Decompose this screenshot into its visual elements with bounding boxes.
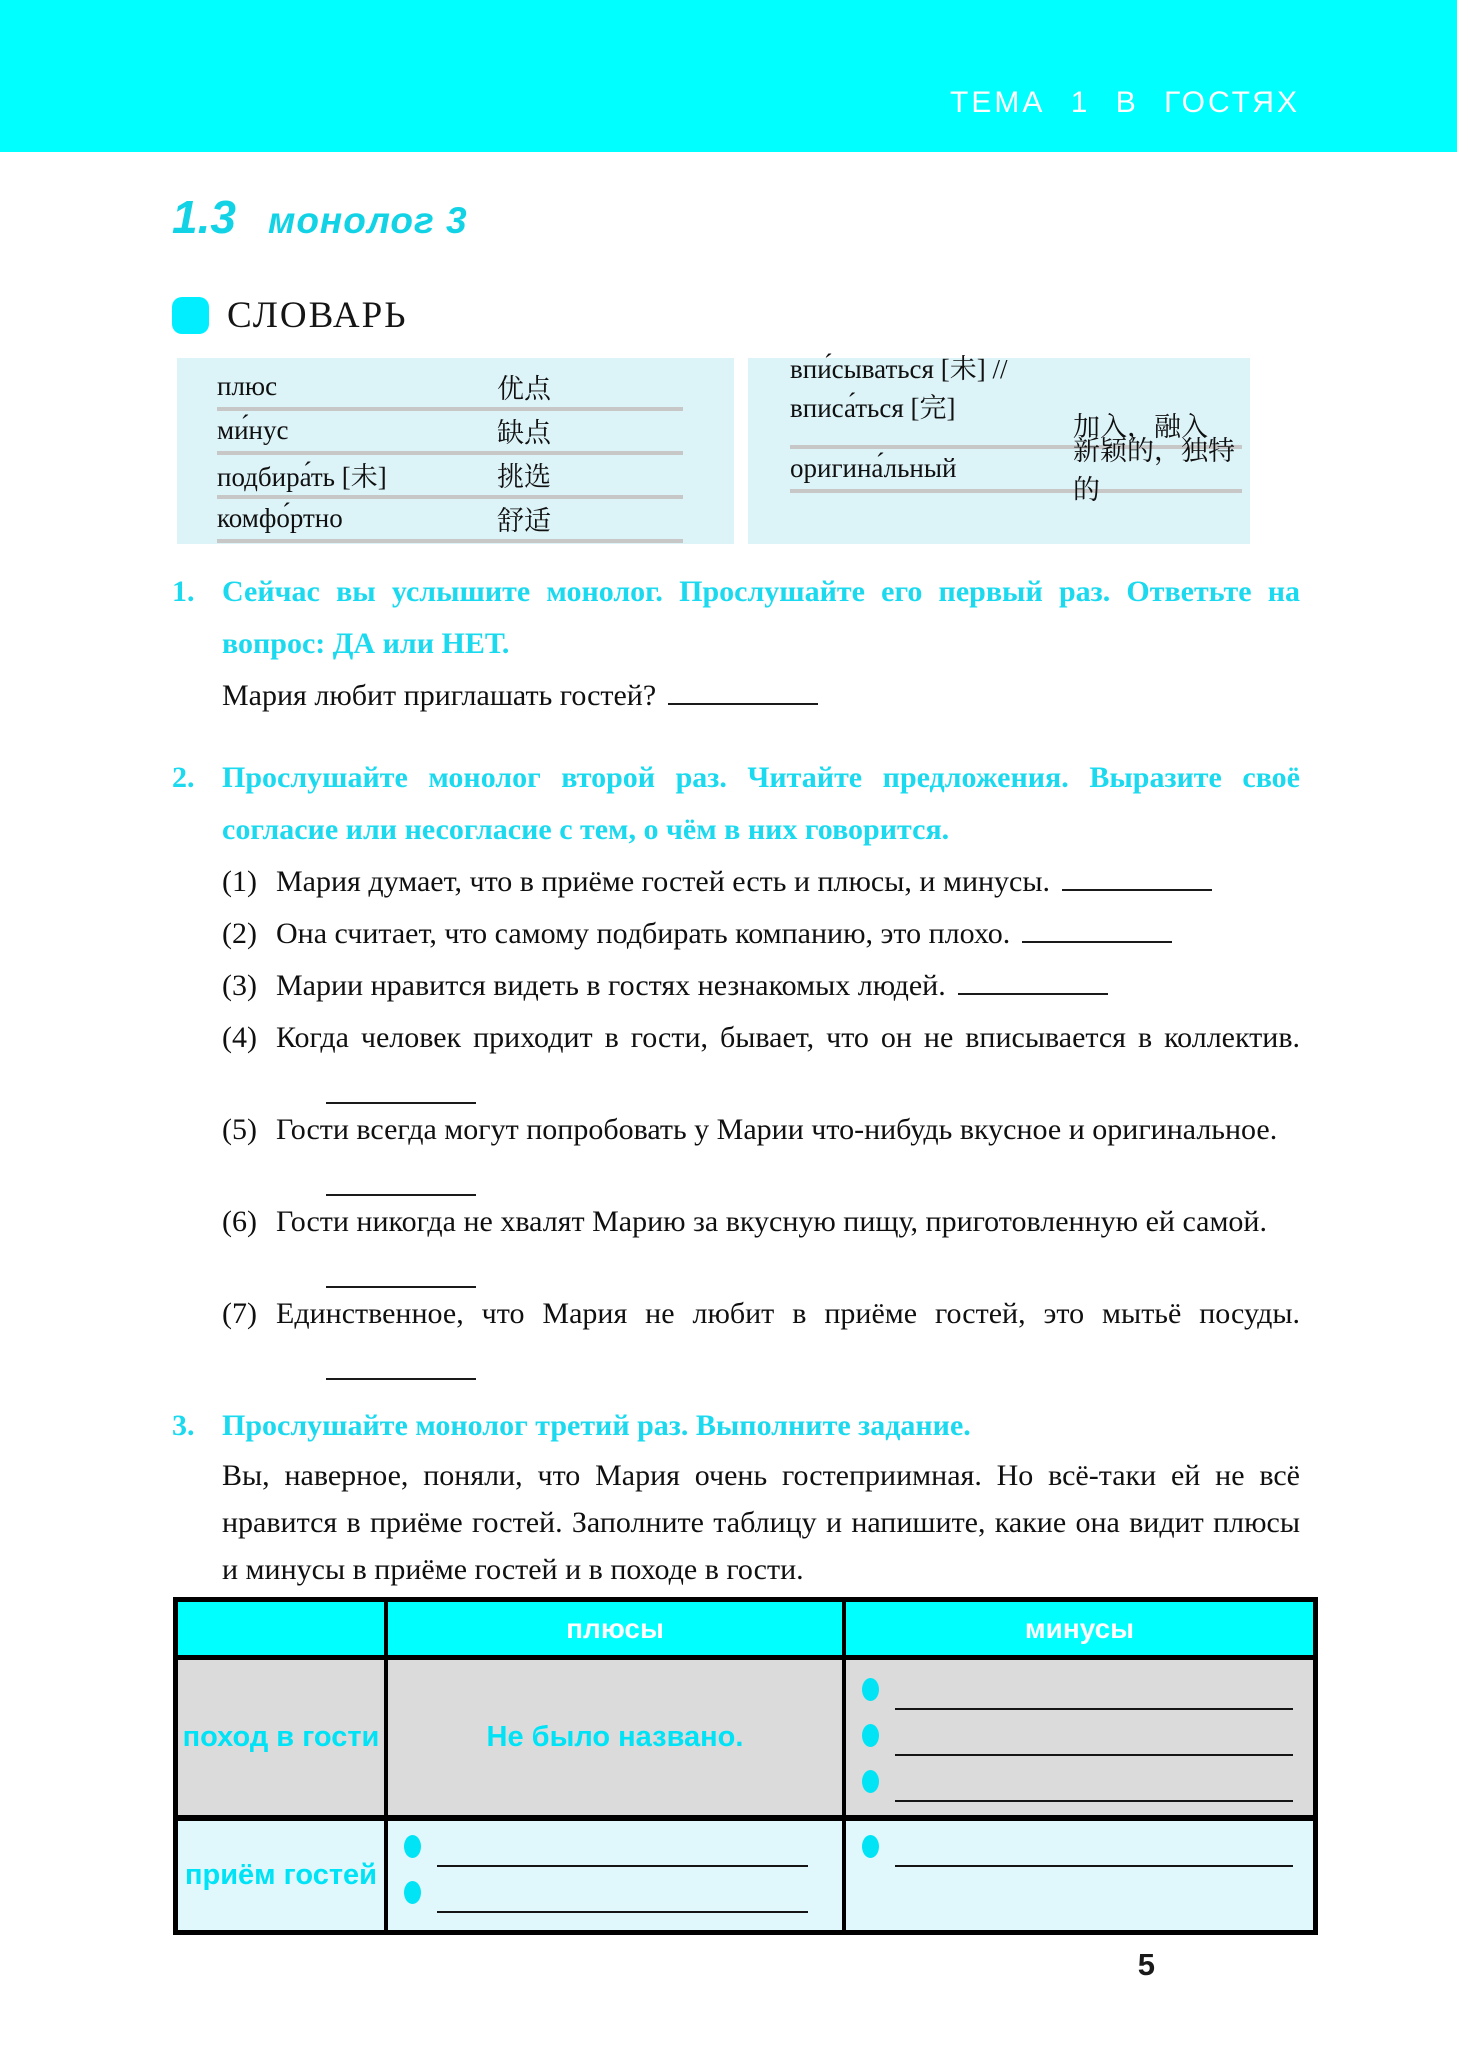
answer-blank[interactable] bbox=[1022, 915, 1172, 944]
answer-blank-row bbox=[326, 1064, 1300, 1104]
bullet-icon bbox=[862, 1724, 879, 1747]
item-number: (7) bbox=[222, 1297, 257, 1330]
vocabulary-marker-icon bbox=[172, 297, 209, 334]
item-number: (5) bbox=[222, 1113, 257, 1146]
vocab-translation: 优点 bbox=[497, 373, 551, 404]
exercise-2-items bbox=[222, 856, 1300, 1380]
vocab-row bbox=[790, 354, 1242, 423]
exercise-1 bbox=[172, 566, 1300, 722]
vocab-row bbox=[217, 411, 683, 449]
table-header-minus: минусы bbox=[842, 1602, 1313, 1655]
answer-line[interactable] bbox=[895, 1770, 1293, 1802]
vocab-row bbox=[217, 499, 683, 537]
answer-line-row bbox=[846, 1724, 1313, 1770]
answer-line-row bbox=[388, 1881, 842, 1927]
vocab-word: ми́нус bbox=[217, 414, 289, 445]
answer-line[interactable] bbox=[437, 1835, 808, 1867]
list-item bbox=[222, 856, 1300, 908]
section-number: 1.3 bbox=[172, 191, 236, 243]
answer-line-row bbox=[846, 1678, 1313, 1724]
list-item bbox=[222, 1012, 1300, 1064]
item-sentence: Мария думает, что в приёме гостей есть и плюсы, и минусы. bbox=[276, 865, 1051, 898]
row-label: приём гостей bbox=[178, 1815, 384, 1930]
vocab-word: комфо́ртно bbox=[217, 502, 343, 533]
exercise-3-number: 3. bbox=[172, 1409, 195, 1442]
item-text: Гости никогда не хвалят Марию за вкусную пищу, приготовленную ей самой. bbox=[276, 1205, 1267, 1238]
vocabulary-box-left bbox=[177, 358, 734, 544]
table-header-plus: плюсы bbox=[384, 1602, 842, 1655]
minus-answer-cell bbox=[842, 1655, 1313, 1815]
item-number: (6) bbox=[222, 1205, 257, 1238]
bullet-icon bbox=[862, 1835, 879, 1858]
item-text bbox=[276, 960, 1300, 1012]
answer-blank[interactable] bbox=[958, 967, 1108, 996]
vocab-translation: 新颖的，独特的 bbox=[1073, 436, 1235, 505]
item-number: (2) bbox=[222, 917, 257, 950]
table-header-empty bbox=[178, 1602, 384, 1655]
item-text: Единственное, что Мария не любит в приёме гостей, это мытьё посуды. bbox=[276, 1297, 1300, 1330]
table-header-row bbox=[178, 1602, 1313, 1655]
exercise-2-number: 2. bbox=[172, 761, 195, 794]
exercise-1-question bbox=[222, 670, 1300, 722]
item-sentence: Она считает, что самому подбирать компанию, это плохо. bbox=[276, 917, 1011, 950]
page-content bbox=[172, 190, 1300, 1983]
page-number: 5 bbox=[1137, 1947, 1155, 1982]
answer-line-row bbox=[388, 1835, 842, 1881]
exercise-1-question-text: Мария любит приглашать гостей? bbox=[222, 679, 657, 712]
vocab-translation: 挑选 bbox=[497, 461, 551, 492]
section-name: монолог 3 bbox=[267, 200, 468, 241]
item-text bbox=[276, 856, 1300, 908]
list-item bbox=[222, 1196, 1300, 1248]
answer-line[interactable] bbox=[895, 1835, 1293, 1867]
item-text: Когда человек приходит в гости, бывает, что он не вписывается в коллектив. bbox=[276, 1021, 1300, 1054]
exercise-3-heading: Прослушайте монолог третий раз. Выполните задание. bbox=[222, 1409, 971, 1442]
vocabulary-box-right bbox=[748, 354, 1250, 544]
divider bbox=[217, 539, 683, 543]
exercise-1-heading: Сейчас вы услышите монолог. Прослушайте его первый раз. Ответьте на вопрос: ДА или НЕТ. bbox=[222, 575, 1300, 660]
vocab-word: плюс bbox=[217, 370, 278, 401]
answer-blank-row bbox=[326, 1248, 1300, 1288]
vocab-word: подбира́ть [未] bbox=[217, 461, 387, 492]
answer-blank[interactable] bbox=[326, 1378, 476, 1380]
item-sentence: Марии нравится видеть в гостях незнакомых людей. bbox=[276, 969, 946, 1002]
list-item bbox=[222, 908, 1300, 960]
vocab-row bbox=[217, 367, 683, 405]
answer-line-row bbox=[846, 1770, 1313, 1816]
exercise-2 bbox=[172, 752, 1300, 856]
exercise-3-body: Вы, наверное, поняли, что Мария очень гостеприимная. Но всё-таки ей не всё нравится в приёме гостей. Заполните таблицу и напишите, какие она видит плюсы и минусы в приёме гостей и в походе в гости. bbox=[222, 1459, 1300, 1586]
page-header-label: ТЕМА 1 В ГОСТЯХ bbox=[950, 86, 1300, 119]
minus-answer-cell bbox=[842, 1815, 1313, 1930]
exercise-3 bbox=[172, 1400, 1300, 1593]
vocab-translation: 舒适 bbox=[497, 505, 551, 536]
item-number: (4) bbox=[222, 1021, 257, 1054]
table-row-reception bbox=[178, 1815, 1313, 1930]
vocab-word: оригина́льный bbox=[790, 452, 957, 483]
plus-answer-cell bbox=[384, 1815, 842, 1930]
bullet-icon bbox=[862, 1678, 879, 1701]
answer-line[interactable] bbox=[437, 1881, 808, 1913]
vocabulary-title: СЛОВАРЬ bbox=[227, 294, 408, 336]
answer-blank-row bbox=[326, 1340, 1300, 1380]
vocab-word: впи́сываться [未] // вписа́ться [完] bbox=[790, 354, 1008, 423]
section-title bbox=[172, 190, 1300, 244]
vocab-translation: 缺点 bbox=[497, 417, 551, 448]
bullet-icon bbox=[862, 1770, 879, 1793]
list-item bbox=[222, 1288, 1300, 1340]
plus-minus-table bbox=[173, 1597, 1318, 1935]
bullet-icon bbox=[404, 1881, 421, 1904]
item-text: Гости всегда могут попробовать у Марии что-нибудь вкусное и оригинальное. bbox=[276, 1113, 1278, 1146]
plus-note: Не было названо. bbox=[384, 1655, 842, 1815]
vocab-row bbox=[217, 455, 683, 493]
bullet-icon bbox=[404, 1835, 421, 1858]
row-label: поход в гости bbox=[178, 1655, 384, 1815]
vocabulary-boxes bbox=[172, 354, 1300, 544]
answer-blank-row bbox=[326, 1156, 1300, 1196]
item-number: (3) bbox=[222, 969, 257, 1002]
vocab-translation: 加入，融入 bbox=[1073, 411, 1208, 442]
answer-blank[interactable] bbox=[1062, 863, 1212, 892]
list-item bbox=[222, 960, 1300, 1012]
answer-line[interactable] bbox=[895, 1724, 1293, 1756]
page-header-band bbox=[0, 0, 1457, 152]
table-row-visit bbox=[178, 1655, 1313, 1815]
item-text bbox=[276, 908, 1300, 960]
vocabulary-heading bbox=[172, 290, 1300, 340]
answer-line-row bbox=[846, 1835, 1313, 1881]
exercise-2-heading: Прослушайте монолог второй раз. Читайте предложения. Выразите своё согласие или несогласие с тем, о чём в них говорится. bbox=[222, 761, 1300, 846]
list-item bbox=[222, 1104, 1300, 1156]
vocab-row bbox=[790, 436, 1242, 505]
exercise-1-number: 1. bbox=[172, 575, 195, 608]
item-number: (1) bbox=[222, 865, 257, 898]
answer-blank[interactable] bbox=[668, 677, 818, 706]
answer-line[interactable] bbox=[895, 1678, 1293, 1710]
